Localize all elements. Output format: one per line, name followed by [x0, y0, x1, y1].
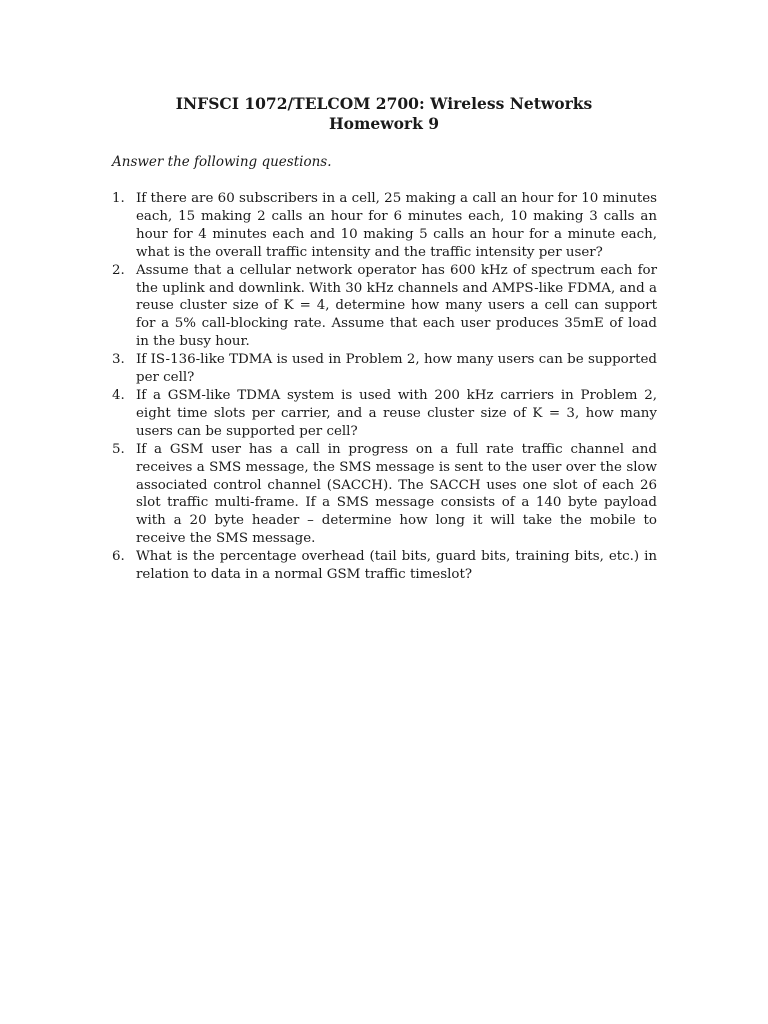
question-item-5 [112, 441, 657, 548]
question-item-1 [112, 190, 657, 262]
question-item-3 [112, 351, 657, 387]
question-list [112, 190, 657, 584]
course-title: INFSCI 1072/TELCOM 2700: Wireless Networks [175, 94, 593, 113]
question-text: What is the percentage overhead (tail bits, guard bits, training bits, etc.) in relation to data in a normal GSM traffic timeslot? [136, 549, 657, 583]
question-item-4 [112, 387, 657, 441]
instructions-text: Answer the following questions. [112, 154, 332, 170]
question-number: 2. [112, 262, 125, 278]
question-item-2 [112, 262, 657, 352]
question-number: 6. [112, 549, 125, 565]
question-number: 3. [112, 352, 125, 368]
question-text: If IS-136-like TDMA is used in Problem 2, how many users can be supported per cell? [136, 352, 657, 386]
question-text: If there are 60 subscribers in a cell, 25 making a call an hour for 10 minutes each, 15 making 2 calls an hour for 6 minutes each, 10 making 3 calls an hour for 4 minutes each and 10 making 5 calls an hour for a minute each, what is the overall traffic intensity and the traffic intensity per user? [136, 191, 657, 260]
document-title [0, 94, 768, 134]
question-number: 1. [112, 191, 125, 206]
question-item-6 [112, 548, 657, 584]
question-text: If a GSM-like TDMA system is used with 200 kHz carriers in Problem 2, eight time slots per carrier, and a reuse cluster size of K = 3, how many users can be supported per cell? [136, 387, 657, 439]
question-text: Assume that a cellular network operator has 600 kHz of spectrum each for the uplink and downlink. With 30 kHz channels and AMPS-like FDMA, and a reuse cluster size of K = 4, determine how many users a cell can support for a 5% call-blocking rate. Assume that each user produces 35mE of load in the busy hour. [136, 262, 657, 350]
question-number: 5. [112, 441, 125, 457]
question-text: If a GSM user has a call in progress on a full rate traffic channel and receives a SMS message, the SMS message is sent to the user over the slow associated control channel (SACCH). The SACCH uses one slot of each 26 slot traffic multi-frame. If a SMS message consists of a 140 byte payload with a 20 byte header – determine how long it will take the mobile to receive the SMS message. [136, 441, 657, 547]
assignment-title: Homework 9 [328, 114, 439, 133]
question-number: 4. [112, 387, 125, 403]
